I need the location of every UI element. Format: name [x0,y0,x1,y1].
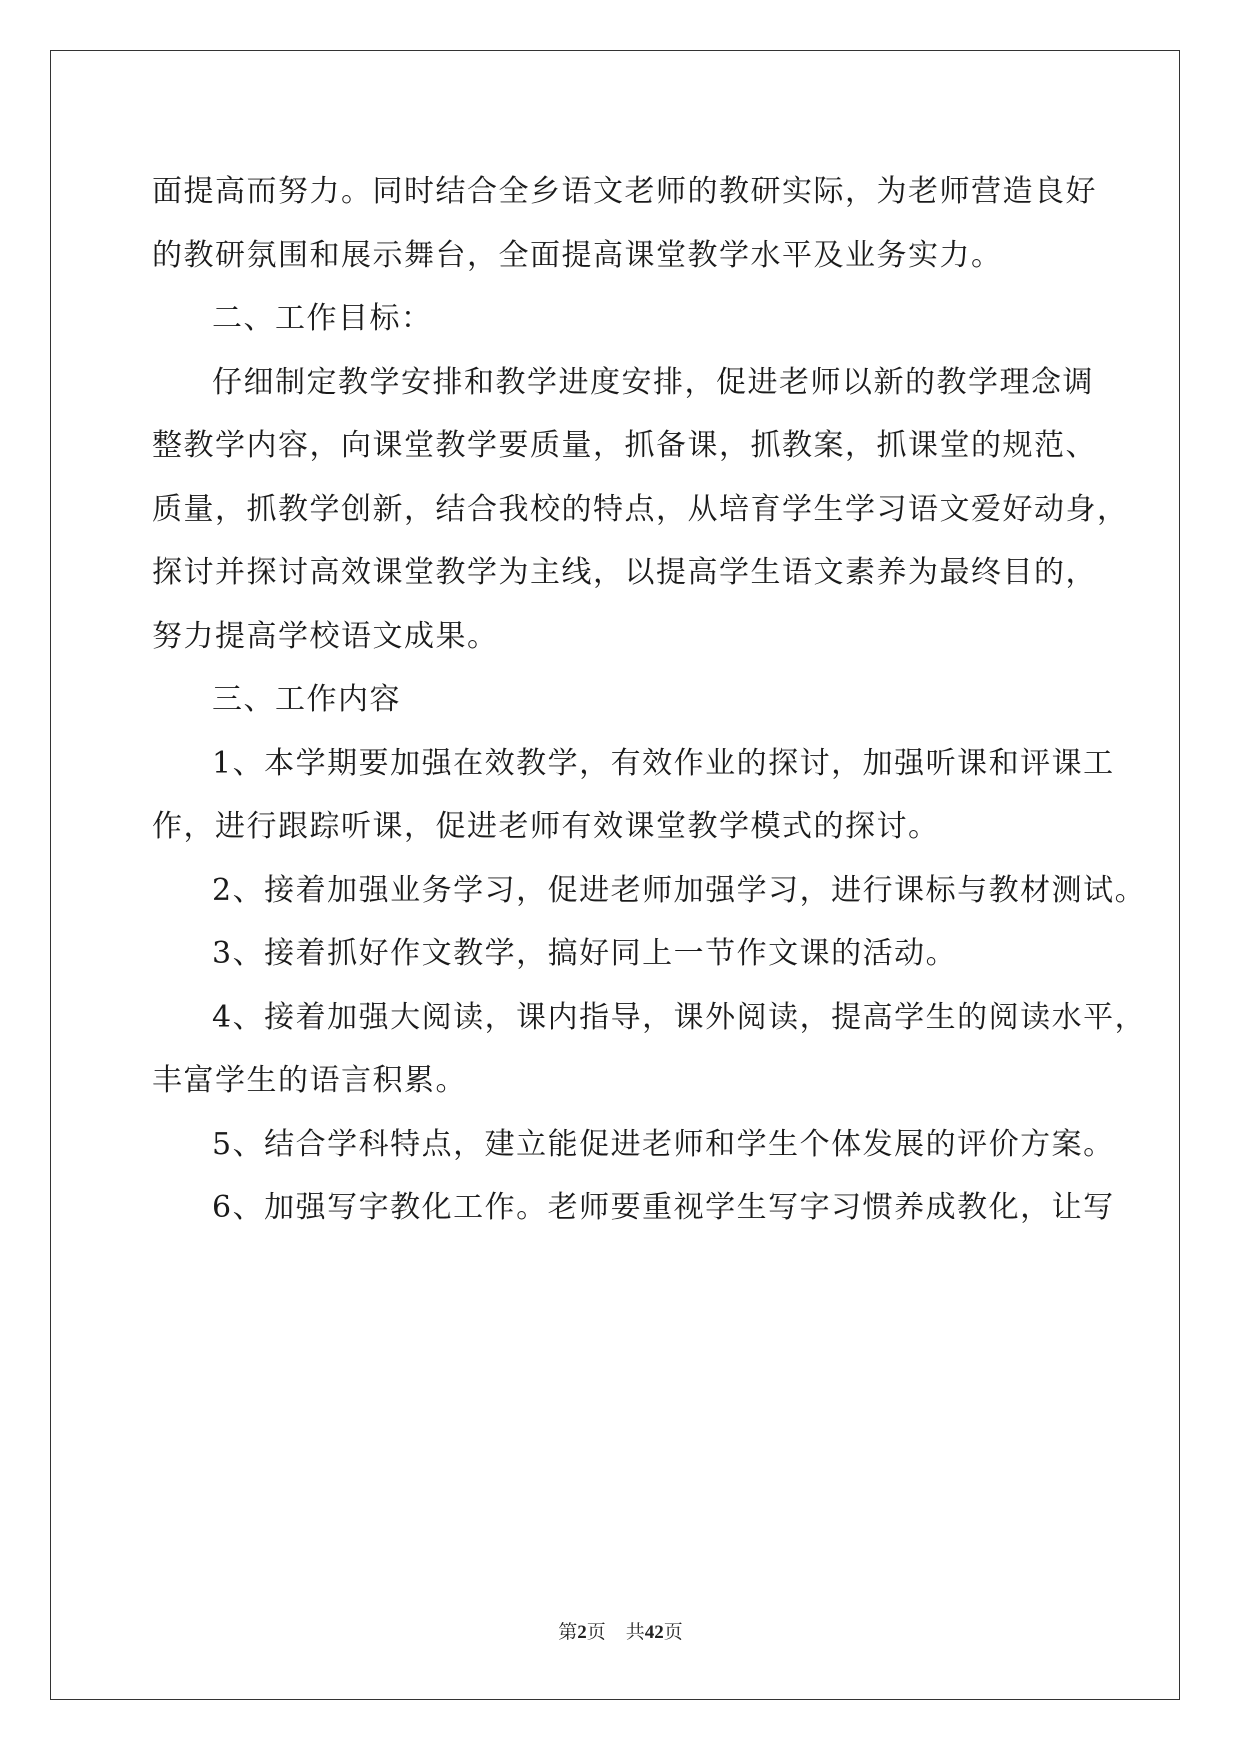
page-total: 42 [644,1622,664,1643]
list-item: 5、结合学科特点，建立能促进老师和学生个体发展的评价方案。 [212,1126,1115,1162]
text-line: 探讨并探讨高效课堂教学为主线，以提高学生语文素养为最终目的， [152,555,1097,590]
page-footer [0,1617,1241,1644]
list-item: 6、加强写字教化工作。老师要重视学生写字习惯养成教化，让写 [212,1190,1115,1225]
page-total-suffix: 页 [663,1622,683,1643]
text-line: 作，进行跟踪听课，促进老师有效课堂教学模式的探讨。 [152,809,940,844]
page-number-suffix: 页 [586,1622,606,1643]
page-number-prefix: 第 [558,1622,578,1643]
list-item: 3、接着抓好作文教学，搞好同上一节作文课的活动。 [212,936,958,971]
list-item: 1、本学期要加强在效教学，有效作业的探讨，加强听课和评课工 [212,745,1115,781]
page-total-prefix: 共 [625,1622,645,1643]
list-item: 4、接着加强大阅读，课内指导，课外阅读，提高学生的阅读水平， [212,999,1147,1035]
text-line: 整教学内容，向课堂教学要质量，抓备课，抓教案，抓课堂的规范、 [152,428,1097,463]
text-line: 仔细制定教学安排和教学进度安排，促进老师以新的教学理念调 [212,364,1094,400]
page-number-current: 2 [577,1622,587,1643]
text-line: 面提高而努力。同时结合全乡语文老师的教研实际，为老师营造良好 [152,174,1097,209]
document-body [152,160,1147,1240]
text-line: 努力提高学校语文成果。 [152,618,499,654]
section-heading: 二、工作目标： [212,301,433,336]
section-heading: 三、工作内容 [212,682,401,717]
text-line: 质量，抓教学创新，结合我校的特点，从培育学生学习语文爱好动身， [152,491,1129,527]
list-item: 2、接着加强业务学习，促进老师加强学习，进行课标与教材测试。 [212,872,1147,908]
text-line: 的教研氛围和展示舞台，全面提高课堂教学水平及业务实力。 [152,237,1003,273]
text-line: 丰富学生的语言积累。 [152,1063,467,1098]
